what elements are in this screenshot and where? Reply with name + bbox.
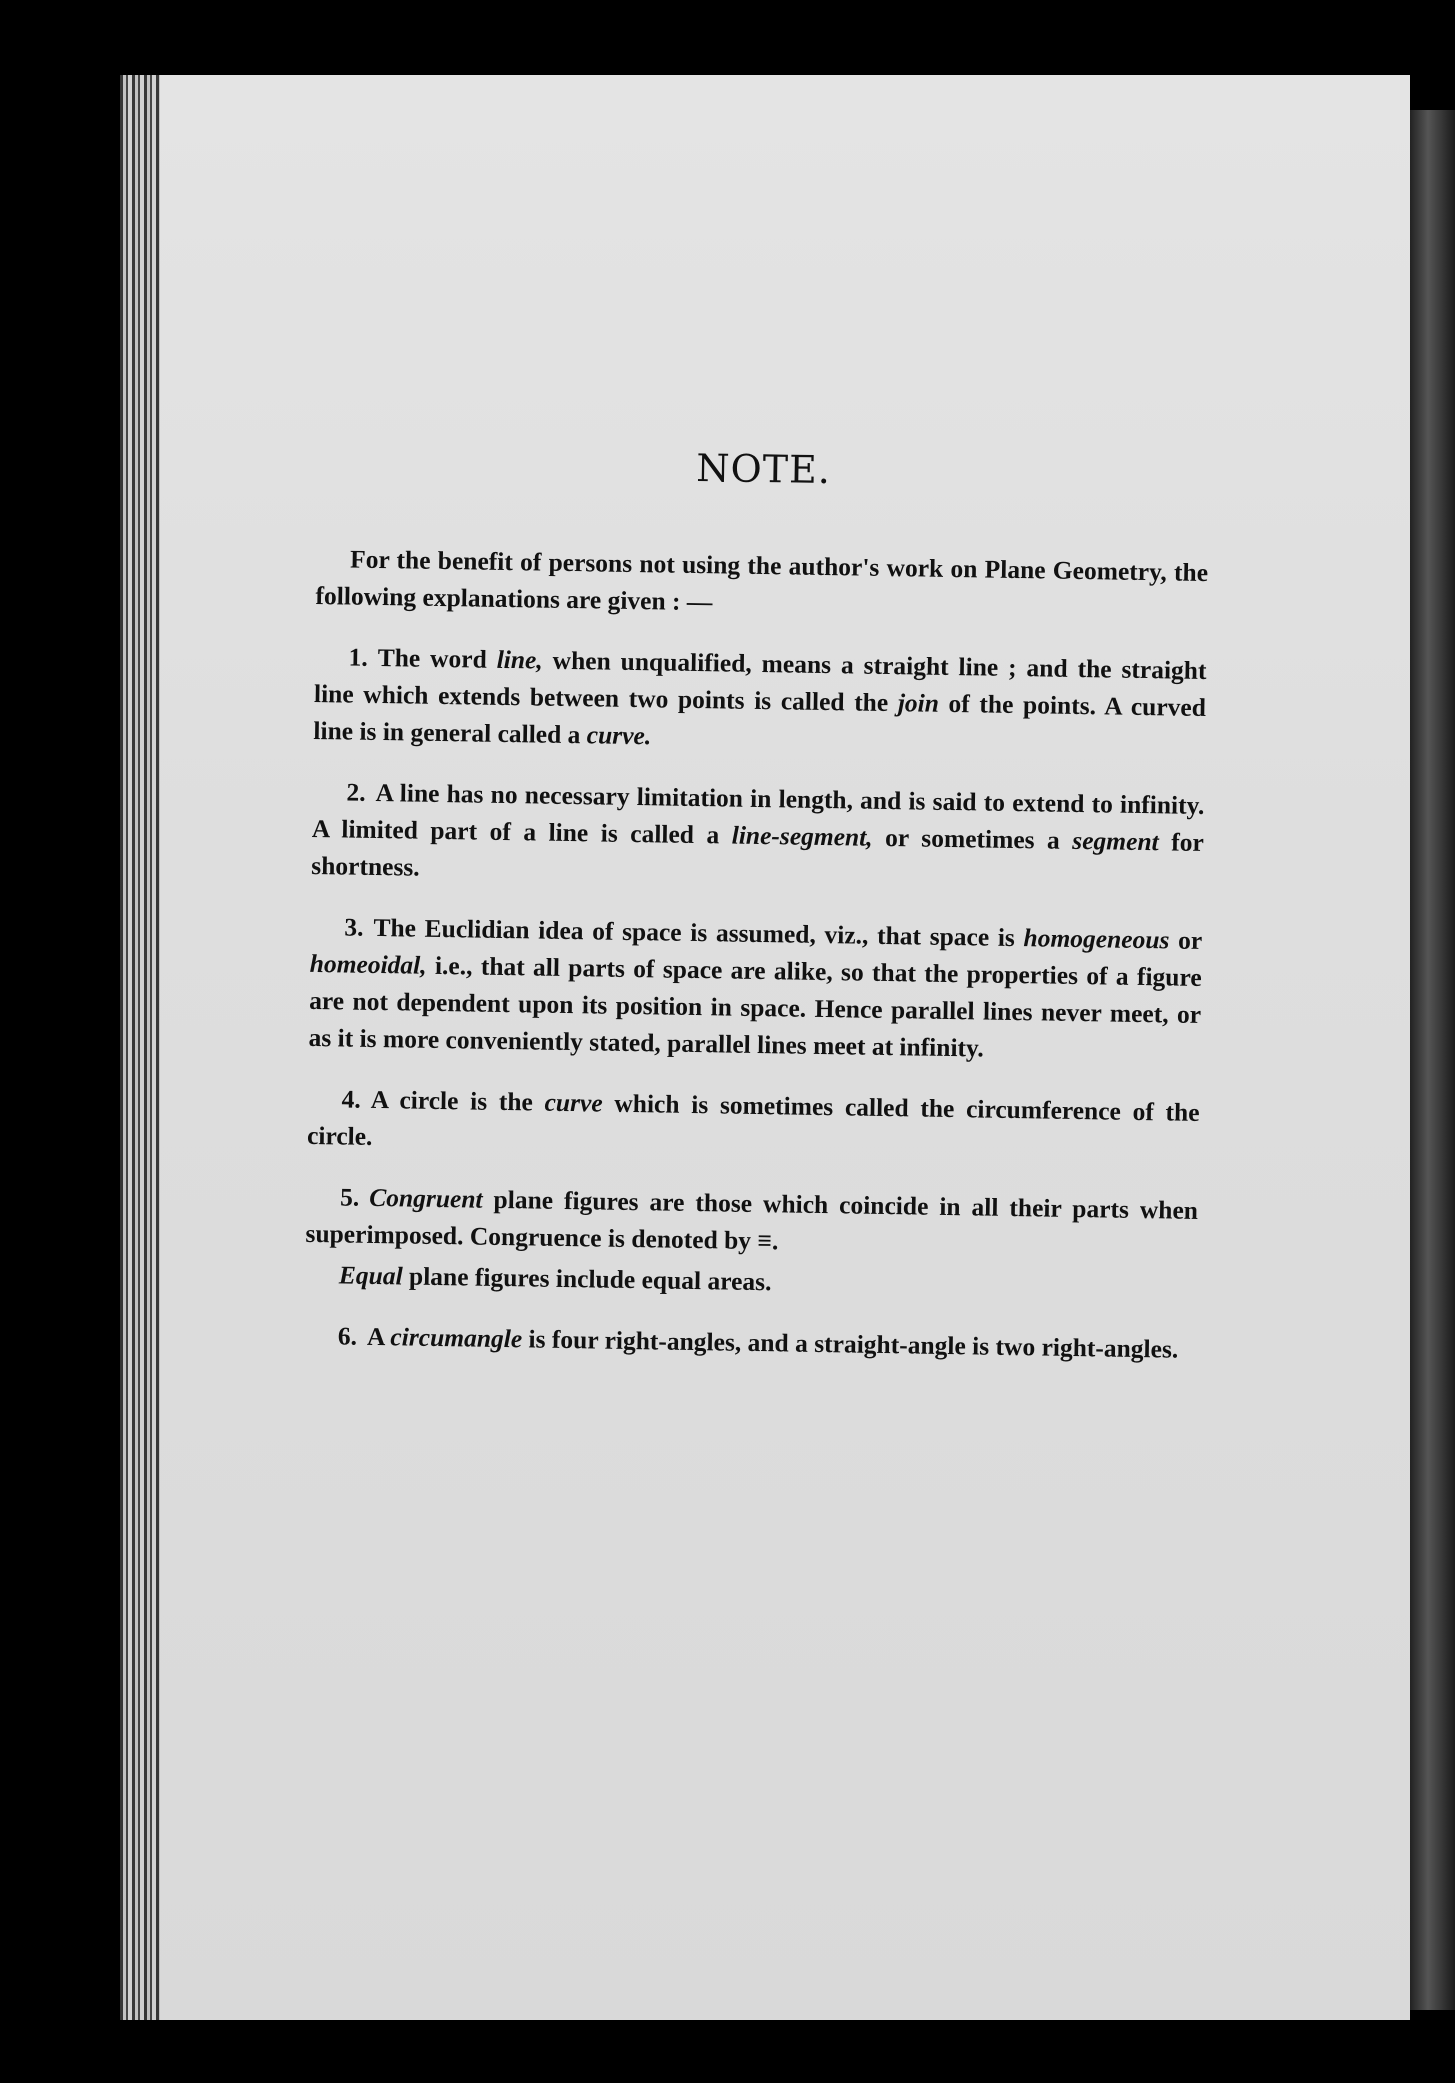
- item-text: is four right-angles, and a straight-angle is two right-angles.: [521, 1324, 1179, 1364]
- item-4: [307, 1080, 1200, 1168]
- item-text: when unqualified, means a straight line ; and the straight line which extends between two points is called the: [313, 645, 1207, 718]
- item-number: 4.: [341, 1084, 362, 1114]
- item-number: 3.: [344, 912, 364, 942]
- item-emphasis: segment: [1072, 825, 1159, 857]
- item-emphasis: curve: [544, 1087, 603, 1118]
- item-text: plane figures include equal areas.: [402, 1261, 772, 1297]
- item-1: [313, 638, 1207, 763]
- page-right-edge: [1410, 110, 1455, 2010]
- item-text: A circle is the: [370, 1084, 545, 1117]
- item-number: 1.: [348, 642, 368, 672]
- item-emphasis: homeoidal,: [309, 948, 427, 980]
- item-text: The Euclidian idea of space is assumed, viz., that space is: [373, 912, 1024, 953]
- item-text: i.e., that all parts of space are alike, so that the properties of a figure are not dependent upon its position in space. Hence parallel lines never meet, or as it is more conveniently stated, parallel lines meet at infinity.: [308, 950, 1202, 1063]
- item-emphasis: circumangle: [390, 1322, 523, 1354]
- item-number: 5.: [339, 1182, 360, 1212]
- item-emphasis: join: [897, 688, 940, 718]
- item-emphasis: Congruent: [369, 1182, 483, 1214]
- item-text: or sometimes a: [872, 822, 1073, 855]
- item-text: for shortness.: [311, 827, 1205, 882]
- item-emphasis: curve.: [586, 720, 652, 751]
- item-3: [308, 908, 1202, 1070]
- note-content: [303, 440, 1210, 1392]
- item-emphasis: line,: [496, 644, 543, 675]
- item-emphasis: line-segment,: [731, 820, 873, 852]
- item-text: A: [366, 1321, 391, 1352]
- item-text: A line has no necessary limitation in length, and is said to extend to infinity. A limited part of a line is called a: [311, 777, 1205, 850]
- item-5: [305, 1178, 1198, 1266]
- intro-paragraph: For the benefit of persons not using the author's work on Plane Geometry, the following explanations are given : —: [315, 544, 1209, 617]
- item-2: [311, 773, 1205, 898]
- item-text: The word: [377, 642, 497, 674]
- item-text: of the points. A curved line is in general called a: [313, 688, 1207, 750]
- item-text: or: [1169, 925, 1203, 955]
- item-number: 6.: [337, 1321, 358, 1351]
- page-title: NOTE.: [695, 445, 832, 493]
- item-number: 2.: [346, 777, 366, 807]
- item-emphasis: homogeneous: [1023, 923, 1170, 955]
- item-text: plane figures are those which coincide in all their parts when superimposed. Congruence is denoted by ≡.: [305, 1184, 1199, 1256]
- item-text: which is sometimes called the circumference of the circle.: [306, 1088, 1200, 1151]
- item-6: [304, 1317, 1196, 1368]
- page-binding-edge: [120, 75, 160, 2020]
- item-emphasis: Equal: [338, 1260, 403, 1291]
